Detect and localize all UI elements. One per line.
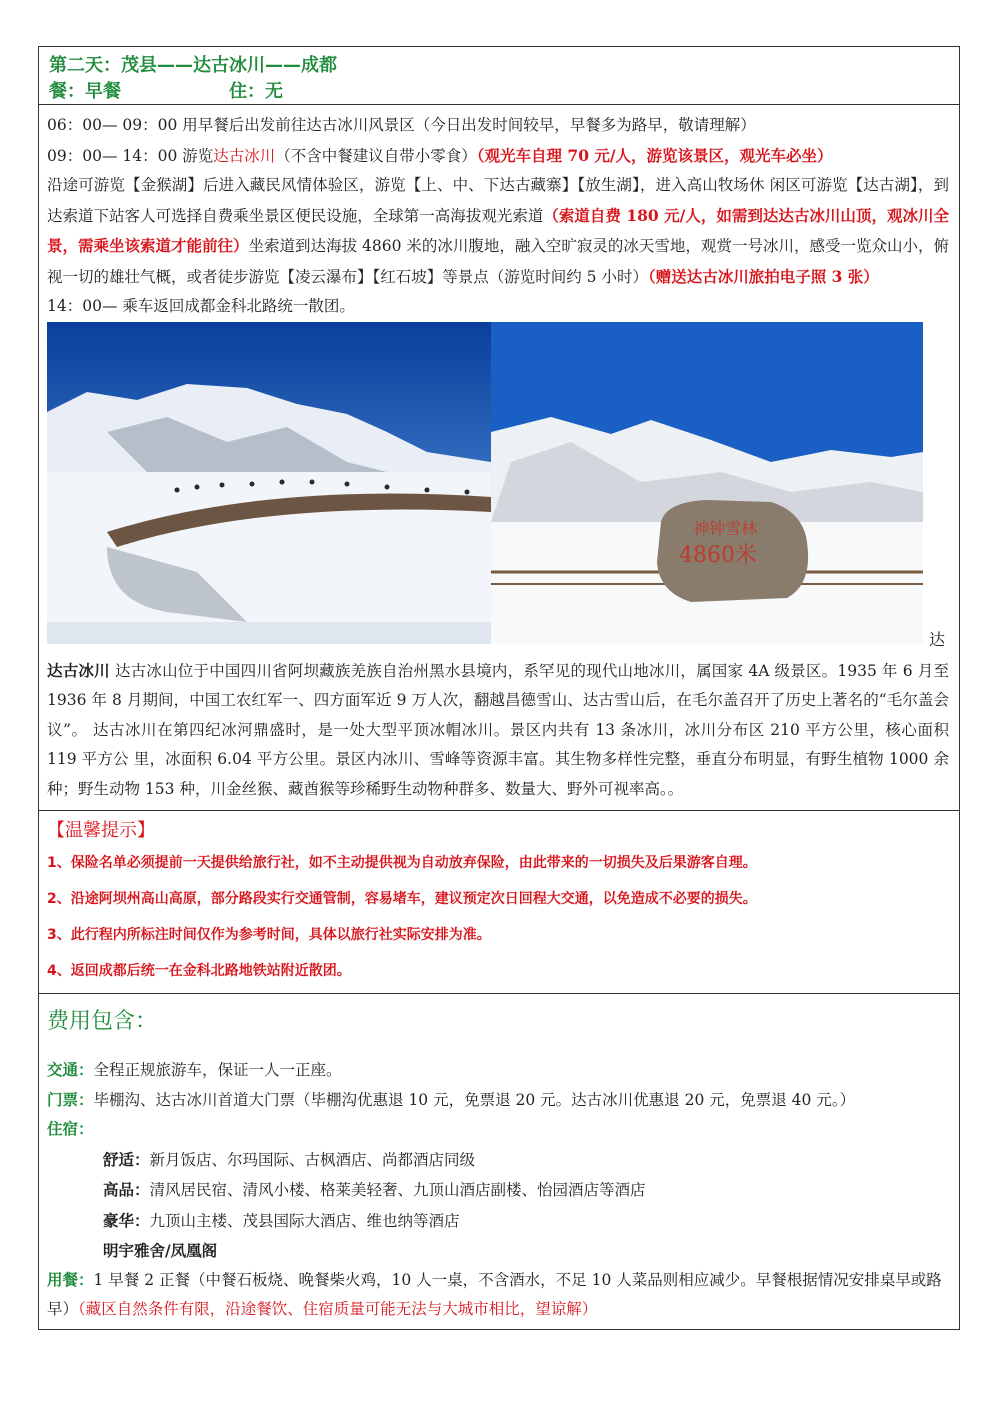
itinerary-frame: [38, 46, 960, 1330]
schedule-line-2: [47, 141, 949, 172]
tip-item: 2、沿途阿坝州高山高原，部分路段实行交通管制，容易堵车，建议预定次日回程大交通，以免造成不必要的损失。: [47, 891, 757, 907]
transport-label: 交通：: [47, 1061, 94, 1079]
schedule-note: （不含中餐建议自带小零食）: [275, 146, 477, 165]
stay-label: 住：无: [229, 81, 283, 102]
stone-inscription-1: 神钟雪林: [693, 518, 758, 538]
glacier-walkway-photo: [47, 322, 491, 644]
meal-label: 餐：早餐: [49, 81, 121, 102]
stay-luxury: [47, 1206, 949, 1237]
tips-section: [39, 811, 959, 994]
schedule-time: 09：00— 14：00 游览: [47, 146, 214, 165]
stay-extra: 明宇雅舍/凤凰阁: [103, 1241, 218, 1260]
tips-title: 【温馨提示】: [47, 820, 155, 841]
itinerary-section: [39, 105, 959, 811]
stay-comfort: [47, 1145, 949, 1176]
ticket-value: 毕棚沟、达古冰川首道大门票（毕棚沟优惠退 10 元，免票退 20 元。达古冰川优惠退 20 元，免票退 40 元。）: [93, 1090, 856, 1109]
fee-stay: [47, 1115, 949, 1145]
day-title: 第二天：茂县——达古冰川——成都: [49, 55, 337, 76]
stay-premium: [47, 1175, 949, 1206]
premium-value: 清风居民宿、清风小楼、格莱美轻奢、九顶山酒店副楼、怡园酒店等酒店: [149, 1181, 646, 1199]
fee-transport: [47, 1056, 949, 1086]
schedule-line-3: 14：00— 乘车返回成都金科北路统一散团。: [47, 297, 355, 315]
fee-ticket: [47, 1086, 949, 1116]
luxury-label: 豪华：: [103, 1210, 150, 1230]
comfort-label: 舒适：: [103, 1149, 150, 1169]
altitude-stone-photo: [491, 322, 923, 644]
para-text-b: 坐索道到达海拔 4860 米的冰川腹地，融入空旷寂灵的冰天雪地，观赏一号冰川，感受一览众山小，俯视一切的雄壮气概，或者徒步游览【凌云瀑布】【红石坡】等景点（游览时间约 5 小时）: [47, 237, 949, 286]
itinerary-paragraph: [47, 171, 949, 292]
place-name: 达古冰川: [213, 146, 276, 165]
comfort-value: 新月饭店、尔玛国际、古枫酒店、尚都酒店同级: [149, 1150, 476, 1169]
meal-value: 1 早餐 2 正餐（中餐石板烧、晚餐柴火鸡，10 人一桌，不含酒水，不足 10 人菜品则相应减少。早餐根据情况安排桌早或路早）: [47, 1270, 942, 1318]
meal-stay-row: [49, 79, 949, 105]
description-title: 达古冰川: [47, 660, 110, 680]
fee-meal: [47, 1266, 949, 1325]
tip-item: 1、保险名单必须提前一天提供给旅行社，如不主动提供视为自动放弃保险，由此带来的一切损失及后果游客自理。: [47, 855, 757, 871]
fees-section: [39, 994, 959, 1329]
schedule-line-1: 06：00— 09：00 用早餐后出发前往达古冰川风景区（今日出发时间较早，早餐多为路早，敬请理解）: [47, 116, 756, 134]
tip-item: 3、此行程内所标注时间仅作为参考时间，具体以旅行社实际安排为准。: [47, 927, 491, 943]
meal-label: 用餐：: [47, 1270, 94, 1289]
meal-note: （藏区自然条件有限，沿途餐饮、住宿质量可能无法与大城市相比，望谅解）: [78, 1300, 598, 1318]
photo-caption-tail: 达: [929, 629, 946, 649]
tip-item: 4、返回成都后统一在金科北路地铁站附近散团。: [47, 963, 351, 979]
day-header: [39, 47, 959, 105]
premium-label: 高品：: [103, 1180, 150, 1199]
gift-note: （赠送达古冰川旅拍电子照 3 张）: [647, 266, 879, 286]
stay-label: 住宿：: [47, 1120, 94, 1138]
ticket-label: 门票：: [47, 1090, 94, 1109]
stone-inscription-2: 4860米: [679, 542, 757, 568]
photo-row: [47, 322, 959, 654]
transport-value: 全程正规旅游车，保证一人一正座。: [93, 1061, 342, 1079]
glacier-description: [39, 654, 959, 811]
shuttle-note: （观光车自理 70 元/人，游览该景区，观光车必坐）: [476, 145, 833, 165]
fees-title: 费用包含：: [47, 1009, 158, 1034]
description-text: 达古冰山位于中国四川省阿坝藏族羌族自治州黑水县境内，系罕见的现代山地冰川，属国家 4A 级景区。1935 年 6 月至 1936 年 8 月期间，中国工农红军一、四方面军近 9 万人次，翻越昌德雪山、达古雪山后，在毛尔盖召开了历史上著名的“毛尔盖会议”。 达古冰川在第四纪冰河鼎盛时，是一处大型平顶冰帽冰川。景区内共有 13 条冰川，冰川分布区 210 平方公里，核心面积 119 平方公 里，冰面积 6.04 平方公里。景区内冰川、雪峰等资源丰富。其生物多样性完整，垂直分布明显，有野生植物 1000 余种；野生动物 153 种，川金丝猴、藏酋猴等珍稀野生动物种群多、数量大、野外可视率高。。: [47, 661, 949, 798]
para-text-a: 沿途可游览【金猴湖】后进入藏民风情体验区，游览【上、中、下达古藏寨】【放生湖】，进入高山牧场休 闲区可游览【达古湖】，到达索道下站客人可选择自费乘坐景区便民设施，全球第一高海拔观光索道: [47, 176, 949, 225]
cableway-note: （索道自费 180 元/人，如需到达达古冰川山顶，观冰川全景，需乘坐该索道才能前往）: [47, 205, 949, 255]
itinerary-text: [39, 105, 959, 322]
luxury-value: 九顶山主楼、茂县国际大酒店、维也纳等酒店: [149, 1211, 460, 1230]
